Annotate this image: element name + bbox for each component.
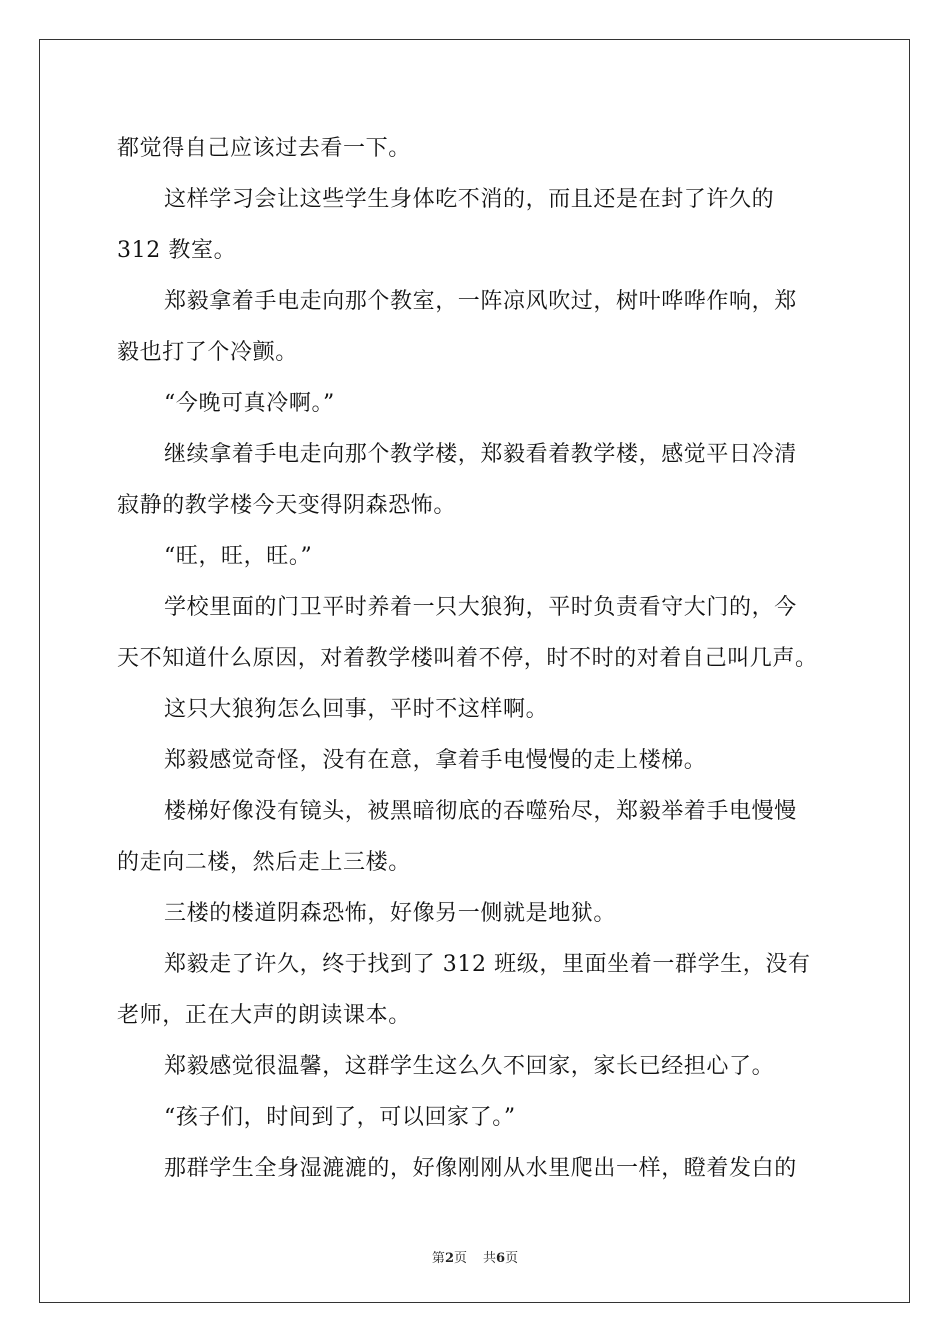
text-line-2: 这样学习会让这些学生身体吃不消的，而且还是在封了许久的 [164, 187, 775, 212]
footer-total-pages: 6 [496, 1251, 506, 1266]
text-line-19: 郑毅感觉很温馨，这群学生这么久不回家，家长已经担心了。 [164, 1054, 775, 1079]
text-line-14: 楼梯好像没有镜头，被黑暗彻底的吞噬殆尽，郑毅举着手电慢慢 [164, 799, 797, 824]
footer-page-prefix: 第 [431, 1251, 445, 1266]
document-body [117, 129, 833, 1200]
text-line-4: 郑毅拿着手电走向那个教室，一阵凉风吹过，树叶哗哗作响，郑 [164, 289, 797, 314]
text-line-21: 那群学生全身湿漉漉的，好像刚刚从水里爬出一样，瞪着发白的 [164, 1156, 797, 1181]
text-line-12: 这只大狼狗怎么回事，平时不这样啊。 [164, 697, 549, 722]
footer-total-prefix: 共 [483, 1251, 497, 1266]
text-line-17: 郑毅走了许久，终于找到了 312 班级，里面坐着一群学生，没有 [164, 952, 811, 977]
text-line-7: 继续拿着手电走向那个教学楼，郑毅看着教学楼，感觉平日冷清 [164, 442, 797, 467]
text-line-6: “今晚可真冷啊。” [164, 391, 335, 416]
text-line-9: “旺，旺，旺。” [164, 544, 313, 569]
text-line-1: 都觉得自己应该过去看一下。 [117, 136, 411, 161]
text-line-11: 天不知道什么原因，对着教学楼叫着不停，时不时的对着自己叫几声。 [117, 646, 818, 671]
text-line-13: 郑毅感觉奇怪，没有在意，拿着手电慢慢的走上楼梯。 [164, 748, 707, 773]
text-line-18: 老师，正在大声的朗读课本。 [117, 1003, 411, 1028]
footer-page-suffix: 页 [453, 1251, 467, 1266]
page-footer [0, 1247, 950, 1266]
text-line-10: 学校里面的门卫平时养着一只大狼狗，平时负责看守大门的，今 [164, 595, 797, 620]
text-line-15: 的走向二楼，然后走上三楼。 [117, 850, 411, 875]
footer-page-number: 2 [444, 1251, 454, 1266]
text-line-3: 312 教室。 [117, 238, 237, 263]
text-line-16: 三楼的楼道阴森恐怖，好像另一侧就是地狱。 [164, 901, 617, 926]
text-line-20: “孩子们，时间到了，可以回家了。” [164, 1105, 516, 1130]
footer-total-suffix: 页 [505, 1251, 519, 1266]
text-line-5: 毅也打了个冷颤。 [117, 340, 298, 365]
text-line-8: 寂静的教学楼今天变得阴森恐怖。 [117, 493, 457, 518]
